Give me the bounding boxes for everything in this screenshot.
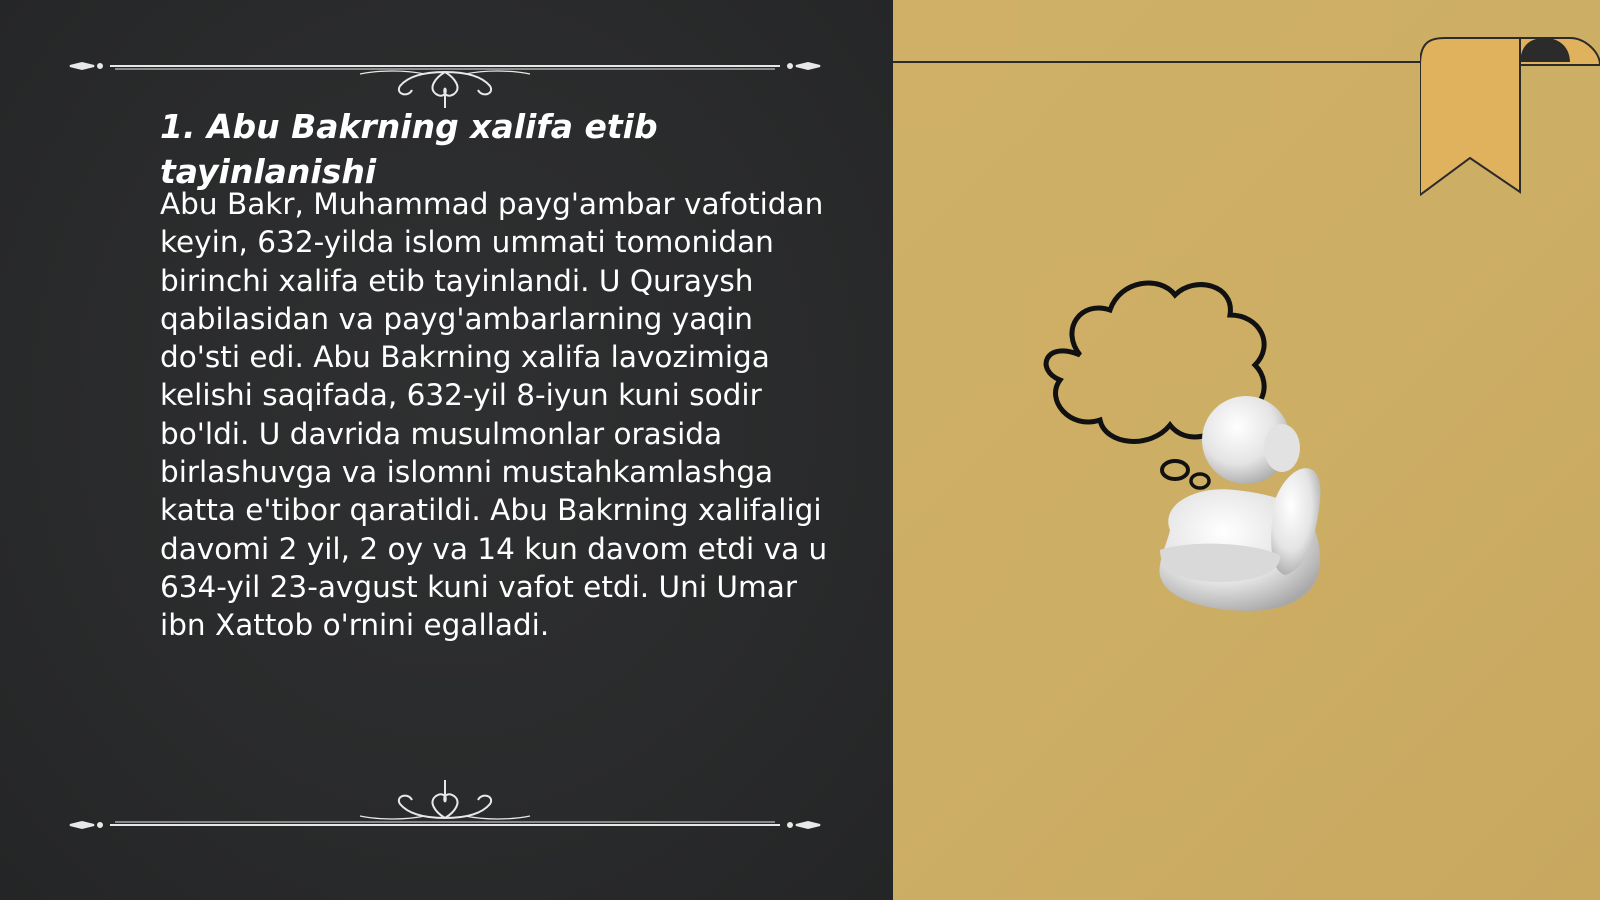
top-ornament-icon bbox=[60, 50, 830, 110]
slide-body-text: Abu Bakr, Muhammad payg'ambar vafotidan keyin, 632-yilda islom ummati tomonidan birinchi xalifa etib tayinlandi. U Quraysh qabilasidan va payg'ambarlarning yaqin do'sti edi. Abu Bakrning xalifa lavozimiga kelishi saqifada, 632-yil 8-iyun kuni sodir bo'ldi. U davrida musulmonlar orasida birlashuvga va islomni mustahkamlashga katta e'tibor qaratildi. Abu Bakrning xalifaligi davomi 2 yil, 2 oy va 14 kun davom etdi va u 634-yil 23-avgust kuni vafot etdi. Uni Umar ibn Xattob o'rnini egalladi. bbox=[160, 187, 828, 643]
bottom-ornament-icon bbox=[60, 770, 830, 830]
thinking-person-icon bbox=[1020, 270, 1350, 620]
slide-title: 1. Abu Bakrning xalifa etib tayinlanishi bbox=[160, 107, 658, 191]
header-divider-line bbox=[893, 61, 1438, 63]
bookmark-ribbon-icon bbox=[1420, 30, 1600, 205]
